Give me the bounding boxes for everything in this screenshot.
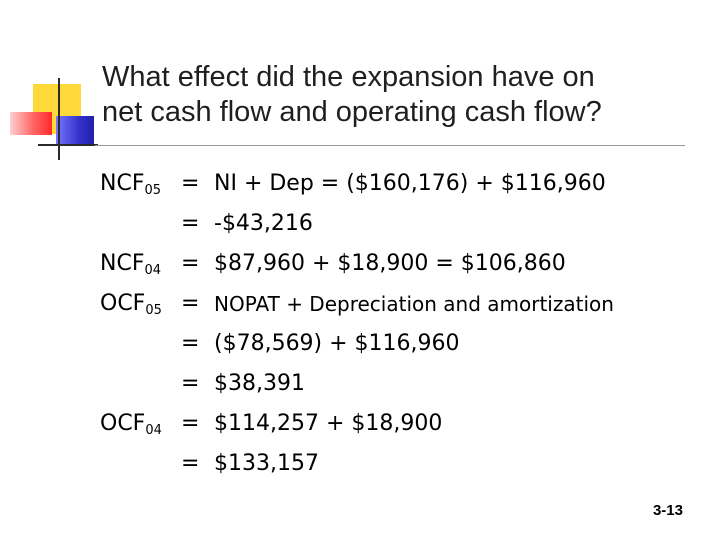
equation-subscript: 04	[144, 263, 162, 278]
equation-lhs	[100, 324, 175, 364]
decor-blue-square	[56, 116, 94, 146]
equation-expression: $133,157	[214, 451, 319, 476]
equals-sign: =	[181, 411, 200, 436]
equation-lhs	[100, 244, 175, 284]
equation-expression: $87,960 + $18,900 = $106,860	[214, 251, 566, 276]
equals-sign: =	[181, 251, 200, 276]
equals-sign: =	[181, 211, 200, 236]
equation-subscript: 05	[144, 183, 162, 198]
equation-expression: NOPAT + Depreciation and amortization	[214, 292, 614, 316]
equation-label: OCF	[100, 411, 146, 436]
equation-row	[100, 324, 614, 364]
equation-expression: -$43,216	[214, 211, 313, 236]
slide-number: 3-13	[652, 502, 683, 519]
equals-sign: =	[181, 291, 200, 316]
equation-lhs	[100, 364, 175, 404]
equation-row	[100, 364, 614, 404]
equation-lhs	[100, 284, 175, 324]
slide-title	[102, 60, 682, 130]
equals-sign: =	[181, 371, 200, 396]
equation-lhs	[100, 444, 175, 484]
equation-expression: NI + Dep = ($160,176) + $116,960	[214, 171, 606, 196]
equation-expression: $114,257 + $18,900	[214, 411, 443, 436]
equation-row	[100, 204, 614, 244]
equation-lhs	[100, 164, 175, 204]
slide-title-line-2: net cash flow and operating cash flow?	[102, 96, 602, 128]
equals-sign: =	[181, 331, 200, 356]
equation-subscript: 04	[145, 423, 162, 438]
equation-list	[100, 164, 614, 484]
equation-lhs	[100, 404, 175, 444]
decor-red-bar	[10, 112, 52, 135]
equation-subscript: 05	[145, 303, 162, 318]
decor-vertical-line	[58, 78, 60, 160]
equation-expression: ($78,569) + $116,960	[214, 331, 460, 356]
equation-label: OCF	[100, 291, 146, 316]
equation-row	[100, 164, 614, 204]
slide-title-line-1: What effect did the expansion have on	[102, 61, 595, 93]
decor-horizontal-line	[38, 144, 98, 146]
equals-sign: =	[181, 171, 200, 196]
equals-sign: =	[181, 451, 200, 476]
equation-row	[100, 404, 614, 444]
equation-lhs	[100, 204, 175, 244]
title-divider	[95, 145, 685, 146]
equation-expression: $38,391	[214, 371, 305, 396]
equation-label: NCF	[100, 171, 145, 196]
equation-label: NCF	[100, 251, 145, 276]
equation-row	[100, 444, 614, 484]
equation-row	[100, 284, 614, 324]
equation-row	[100, 244, 614, 284]
